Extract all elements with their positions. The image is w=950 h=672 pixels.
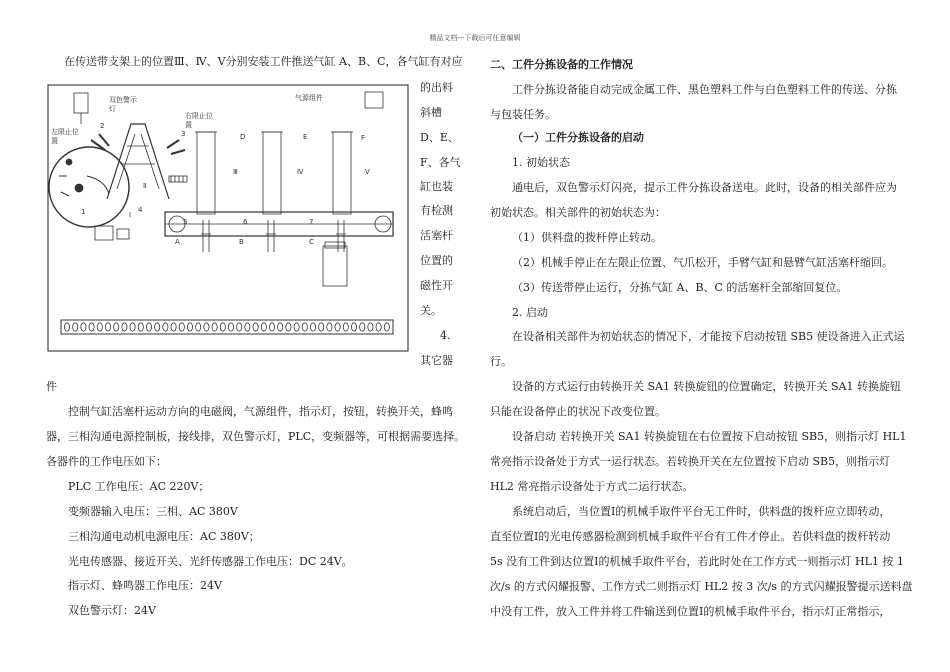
terminal-hole [138,323,143,331]
terminal-hole [114,323,119,331]
label-left-limit: 左限止位 [51,128,79,136]
paragraph-line: 工件分拣设备能自动完成金属工件、黑色塑料工件与白色塑料工件的传送、分拣 [512,83,897,96]
paragraph-line: 设备的方式运行由转换开关 SA1 转换旋钮的位置确定，转换开关 SA1 转换旋钮 [512,380,901,393]
terminal-hole [269,323,274,331]
label-d: D [240,133,246,141]
wrap-line: 关。 [420,304,442,317]
terminal-hole [302,323,307,331]
paragraph-line: 直至位置Ⅰ的光电传感器检测到机械手取件平台有工件才停止。若供料盘的拨杆转动 [490,530,891,543]
paragraph-line: 各器件的工作电压如下： [46,455,167,468]
terminal-hole [286,323,291,331]
terminal-hole [171,323,176,331]
manipulator-frame [107,124,169,199]
terminal-hole [261,323,266,331]
terminal-hole [335,323,340,331]
label-n7: 7 [309,218,314,226]
chute-f [333,132,351,214]
paragraph-line: 常亮指示设备处于方式一运行状态。若转换开关在左位置按下启动 SB5，则指示灯 [490,455,891,468]
paragraph-line: 与包装任务。 [490,108,556,121]
terminal-hole [360,323,365,331]
label-c: C [309,238,314,246]
terminal-hole [319,323,324,331]
terminal-hole [196,323,201,331]
terminal-hole [384,323,389,331]
chute-d [197,132,215,214]
label-pos-ii: Ⅱ [143,182,147,190]
label-f: F [361,134,366,142]
label-pos-iii: Ⅲ [233,168,238,176]
section-title: 二、工件分拣设备的工作情况 [490,58,633,71]
terminal-hole [187,323,192,331]
terminal-hole [253,323,258,331]
terminal-hole [130,323,135,331]
state-item: （3）传送带停止运行，分拣气缸 A、B、C 的活塞杆全部缩回复位。 [512,281,848,294]
voltage-item: PLC 工作电压：AC 220V； [68,480,210,493]
terminal-hole [122,323,127,331]
paragraph-line: 只能在设备停止的状况下改变位置。 [490,405,666,418]
terminal-hole [105,323,110,331]
terminal-hole [204,323,209,331]
paragraph-line: 行。 [490,355,512,368]
item-heading: 2. 启动 [512,306,548,319]
warning-light-box [74,93,88,113]
state-item: （2）机械手停止在左限止位置、气爪松开，手臂气缸和悬臂气缸活塞杆缩回。 [512,256,893,269]
paragraph-line: 5s 没有工件到达位置Ⅰ的机械手取件平台，若此时处在工作方式一则指示灯 HL1 按 1 [490,555,904,568]
paragraph-line: 在设备相关部件为初始状态的情况下，才能按下启动按钮 SB5 使设备进入正式运 [512,330,905,343]
label-left-limit-2: 置 [51,137,58,145]
air-source-box [365,92,383,108]
wrap-line: 有检测 [420,204,453,217]
wrap-line: 活塞杆 [420,229,453,242]
voltage-item: 双色警示灯：24V [68,604,156,617]
terminal-hole [73,323,78,331]
voltage-item: 三相沟通电动机电源电压：AC 380V； [68,530,260,543]
terminal-hole [212,323,217,331]
label-e: E [303,133,308,141]
terminal-hole [351,323,356,331]
terminal-hole [146,323,151,331]
label-pos-i: Ⅰ [129,211,132,219]
paragraph-line: 器，三相沟通电源控制板，接线排，双色警示灯，PLC，变频器等，可根据需要选择。 [46,430,466,443]
terminal-hole [245,323,250,331]
terminal-hole [368,323,373,331]
label-pos-v: Ⅴ [365,168,370,176]
paragraph-line: 控制气缸活塞杆运动方向的电磁阀，气源组件，指示灯，按钮，转换开关，蜂鸣 [68,405,453,418]
label-pos-iv: Ⅳ [297,168,304,176]
wrap-line: 的出料 [420,81,453,94]
wrap-line: 斜槽 [420,106,442,119]
voltage-item: 指示灯、蜂鸣器工作电压：24V [68,579,222,592]
paragraph-line: 通电后，双色警示灯闪亮，提示工件分拣设备送电。此时，设备的相关部件应为 [512,181,897,194]
terminal-hole [81,323,86,331]
terminal-hole [327,323,332,331]
chute-e [263,132,281,214]
wrap-line: 位置的 [420,254,453,267]
terminal-hole [155,323,160,331]
paragraph-line: 次/s 的方式闪耀报警、工作方式二则指示灯 HL2 按 3 次/s 的方式闪耀报警提示送料盘 [490,580,913,593]
motor [323,246,347,286]
state-item: （1）供料盘的拨杆停止转动。 [512,231,662,244]
sorting-equipment-diagram [47,84,409,352]
paragraph-line: 系统启动后，当位置Ⅰ的机械手取件平台无工件时，供料盘的拨杆应立即转动， [512,505,891,518]
terminal-hole [163,323,168,331]
label-right-limit: 右限止位 [185,112,213,120]
terminal-hole [97,323,102,331]
wrap-line: 其它器 [420,354,453,367]
wrap-line: 4. [440,329,451,342]
label-right-limit-2: 置 [185,121,192,129]
sub-title: （一）工件分拣设备的启动 [512,131,644,144]
terminal-hole [294,323,299,331]
left-intro-line: 在传送带支架上的位置Ⅲ、Ⅳ、Ⅴ分别安装工件推送气缸 A、B、C，各气缸有对应 [64,55,463,68]
wrap-line: F、各气 [420,156,461,169]
label-n2: 2 [100,122,105,130]
paragraph-line: 设备启动 若转换开关 SA1 转换旋钮在右位置按下启动按钮 SB5，则指示灯 HL1 [512,430,907,443]
terminal-hole [278,323,283,331]
label-warning-light-2: 灯 [109,105,116,113]
label-n5: 5 [183,218,188,226]
label-warning-light: 双色警示 [109,96,137,104]
wrap-line: 缸也装 [420,180,453,193]
terminal-hole [220,323,225,331]
voltage-item: 光电传感器、接近开关、光纤传感器工作电压：DC 24V。 [68,555,353,568]
label-air-source: 气源组件 [295,94,323,102]
feeding-disk [49,147,132,227]
terminal-hole [179,323,184,331]
label-n6: 6 [243,218,248,226]
label-a: A [175,238,180,246]
terminal-hole [89,323,94,331]
item-heading: 1. 初始状态 [512,156,570,169]
label-n1: 1 [81,208,86,216]
paragraph-line: 中没有工件，放入工件并将工件输送到位置Ⅰ的机械手取件平台，指示灯正常指示， [490,605,891,618]
label-n3: 3 [181,130,186,138]
voltage-item: 变频器输入电压：三相、AC 380V [68,505,238,518]
page-header: 精品文档---下载后可任意编辑 [429,34,521,42]
terminal-hole [237,323,242,331]
wrap-line: 磁性开 [420,279,453,292]
wrap-line: D、E、 [420,131,459,144]
terminal-hole [228,323,233,331]
paragraph-line: HL2 常亮指示设备处于方式二运行状态。 [490,480,694,493]
terminal-hole [64,323,69,331]
wrap-last-line: 件 [46,380,57,393]
paragraph-line: 初始状态。相关部件的初始状态为： [490,206,666,219]
terminal-hole [343,323,348,331]
terminal-hole [310,323,315,331]
terminal-hole [376,323,381,331]
label-b: B [239,238,244,246]
label-n4: 4 [138,206,143,214]
